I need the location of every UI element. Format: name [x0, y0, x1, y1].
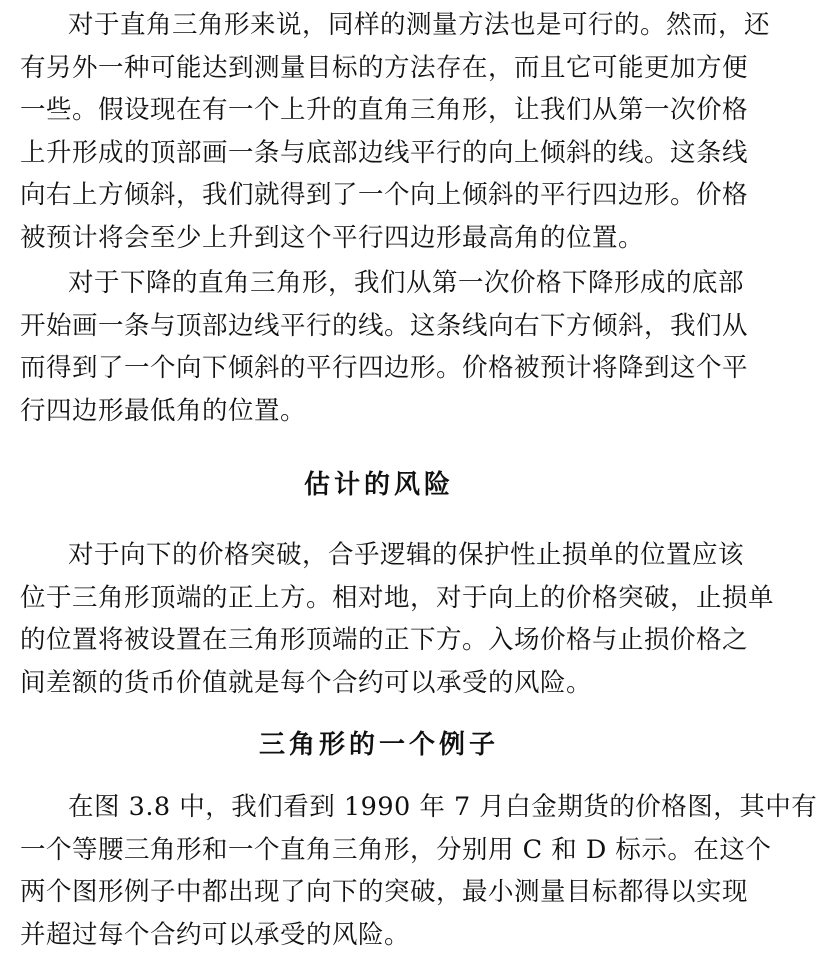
- text-line: 一些。假设现在有一个上升的直角三角形，让我们从第一次价格: [20, 95, 749, 125]
- section-heading-triangle-example: 三角形的一个例子: [258, 730, 499, 760]
- text-line: 位于三角形顶端的正上方。相对地，对于向上的价格突破，止损单: [20, 582, 775, 613]
- text-line: 两个图形例子中都出现了向下的突破，最小测量目标都得以实现: [20, 877, 749, 907]
- text-line: 向右上方倾斜，我们就得到了一个向上倾斜的平行四边形。价格: [20, 180, 749, 210]
- text-line: 对于下降的直角三角形，我们从第一次价格下降形成的底部: [68, 268, 745, 298]
- text-line: 被预计将会至少上升到这个平行四边形最高角的位置。: [20, 222, 645, 253]
- text-line: 间差额的货币价值就是每个合约可以承受的风险。: [20, 667, 593, 698]
- paragraph-right-triangle-measurement: [20, 4, 771, 259]
- section-heading-estimated-risk: 估计的风险: [303, 470, 454, 500]
- text-line: 行四边形最低角的位置。: [20, 395, 307, 426]
- paragraph-descending-triangle: [20, 262, 749, 432]
- text-line: 开始画一条与顶部边线平行的线。这条线向右下方倾斜，我们从: [20, 310, 749, 341]
- text-line: 一个等腰三角形和一个直角三角形，分别用 C 和 D 标示。在这个: [20, 834, 772, 865]
- text-line: 而得到了一个向下倾斜的平行四边形。价格被预计将降到这个平: [20, 353, 749, 383]
- text-line: 在图 3.8 中，我们看到 1990 年 7 月白金期货的价格图，其中有: [68, 792, 817, 822]
- text-line: 并超过每个合约可以承受的风险。: [20, 919, 411, 950]
- text-line: 上升形成的顶部画一条与底部边线平行的向上倾斜的线。这条线: [20, 137, 749, 168]
- text-line: 对于向下的价格突破，合乎逻辑的保护性止损单的位置应该: [68, 540, 745, 570]
- paragraph-stop-loss: [20, 534, 775, 704]
- text-line: 对于直角三角形来说，同样的测量方法也是可行的。然而，还: [68, 10, 771, 40]
- paragraph-figure-example: [20, 786, 817, 956]
- text-line: 有另外一种可能达到测量目标的方法存在，而且它可能更加方便: [20, 52, 749, 83]
- text-line: 的位置将被设置在三角形顶端的正下方。入场价格与止损价格之: [20, 625, 749, 655]
